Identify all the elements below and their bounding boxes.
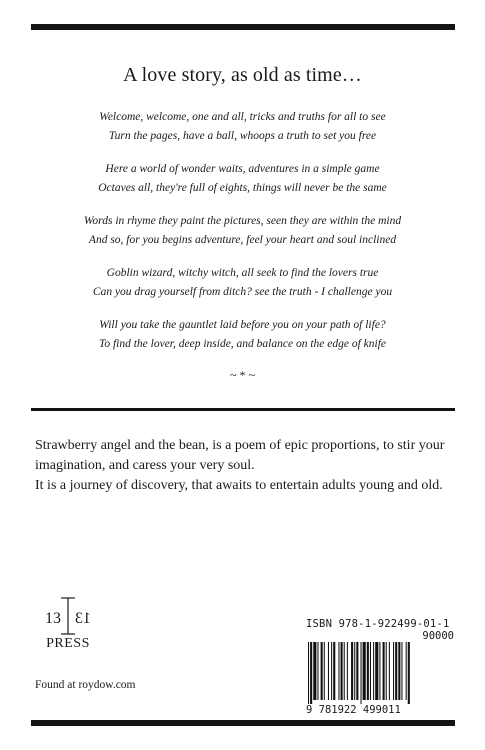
poem-line: Words in rhyme they paint the pictures, seen they are within the mind [83, 215, 402, 227]
barcode-bar [370, 642, 371, 700]
barcode-bars [306, 642, 456, 704]
barcode-bar [344, 642, 345, 700]
barcode-bar [331, 642, 332, 700]
poem-line: And so, for you begins adventure, feel your heart and soul inclined [88, 234, 397, 246]
publisher-logo [33, 596, 103, 658]
logo-number-right: 13 [75, 610, 91, 627]
isbn-barcode [306, 618, 456, 718]
barcode-bar [341, 642, 343, 700]
barcode-bar [354, 642, 355, 700]
barcode-bar [373, 642, 374, 700]
barcode-bar [313, 642, 316, 700]
barcode-bar [375, 642, 378, 700]
poem-line: Turn the pages, have a ball, whoops a truth to set you free [108, 130, 377, 142]
poem-line: To find the lover, deep inside, and balance on the edge of knife [98, 338, 387, 350]
barcode-bar [317, 642, 318, 700]
barcode-bar [321, 642, 323, 700]
barcode-bar [379, 642, 380, 700]
poem-line: Will you take the gauntlet laid before you on your path of life? [99, 319, 386, 331]
middle-rule [31, 408, 455, 411]
blurb-paragraph: It is a journey of discovery, that awaits to entertain adults young and old. [35, 478, 443, 493]
price-code: 90000 [422, 630, 454, 642]
found-at-text: Found at roydow.com [35, 679, 136, 691]
barcode-bar [356, 642, 358, 700]
blurb [35, 436, 465, 496]
top-rule [31, 24, 455, 30]
poem-line: Can you drag yourself from ditch? see the truth - I challenge you [92, 286, 393, 298]
barcode-bar [333, 642, 335, 700]
barcode-digits: 9 781922 499011 [306, 704, 401, 716]
barcode-bar [386, 642, 387, 700]
barcode-bar [310, 642, 312, 704]
poem-stanza [0, 108, 485, 146]
barcode-bar [398, 642, 400, 700]
barcode-bar [308, 642, 309, 704]
publisher-logo-mark [39, 596, 97, 636]
barcode-bar [389, 642, 390, 700]
poem-stanza [0, 160, 485, 198]
barcode-bar [395, 642, 397, 700]
poem-line: Welcome, welcome, one and all, tricks and truths for all to see [99, 111, 386, 123]
barcode-bar [361, 642, 362, 704]
logo-number-left: 13 [45, 610, 61, 627]
barcode-bar [408, 642, 410, 704]
barcode-bar [367, 642, 369, 700]
barcode-bar [363, 642, 366, 700]
barcode-bar [338, 642, 339, 700]
barcode-bar [347, 642, 348, 700]
barcode-bar [401, 642, 402, 700]
barcode-bar [406, 642, 407, 700]
barcode-bar [383, 642, 385, 700]
poem-line: Goblin wizard, witchy witch, all seek to find the lovers true [106, 267, 379, 279]
barcode-bar [351, 642, 353, 700]
barcode-bar [393, 642, 394, 700]
poem [0, 108, 485, 368]
isbn-label: ISBN 978-1-922499-01-1 [306, 618, 450, 630]
barcode-bar [324, 642, 325, 700]
poem-stanza [0, 264, 485, 302]
poem-stanza [0, 212, 485, 250]
bottom-rule [31, 720, 455, 726]
poem-stanza [0, 316, 485, 354]
cover-tagline: A love story, as old as time… [123, 64, 362, 86]
poem-line: Octaves all, they're full of eights, things will never be the same [98, 182, 387, 194]
barcode-bar [328, 642, 329, 700]
section-separator: ~ * ~ [230, 368, 255, 382]
poem-line: Here a world of wonder waits, adventures in a simple game [105, 163, 380, 175]
blurb-paragraph: Strawberry angel and the bean, is a poem of epic proportions, to stir your imagination, and caress your very soul. [35, 438, 445, 473]
publisher-name: PRESS [46, 636, 90, 651]
